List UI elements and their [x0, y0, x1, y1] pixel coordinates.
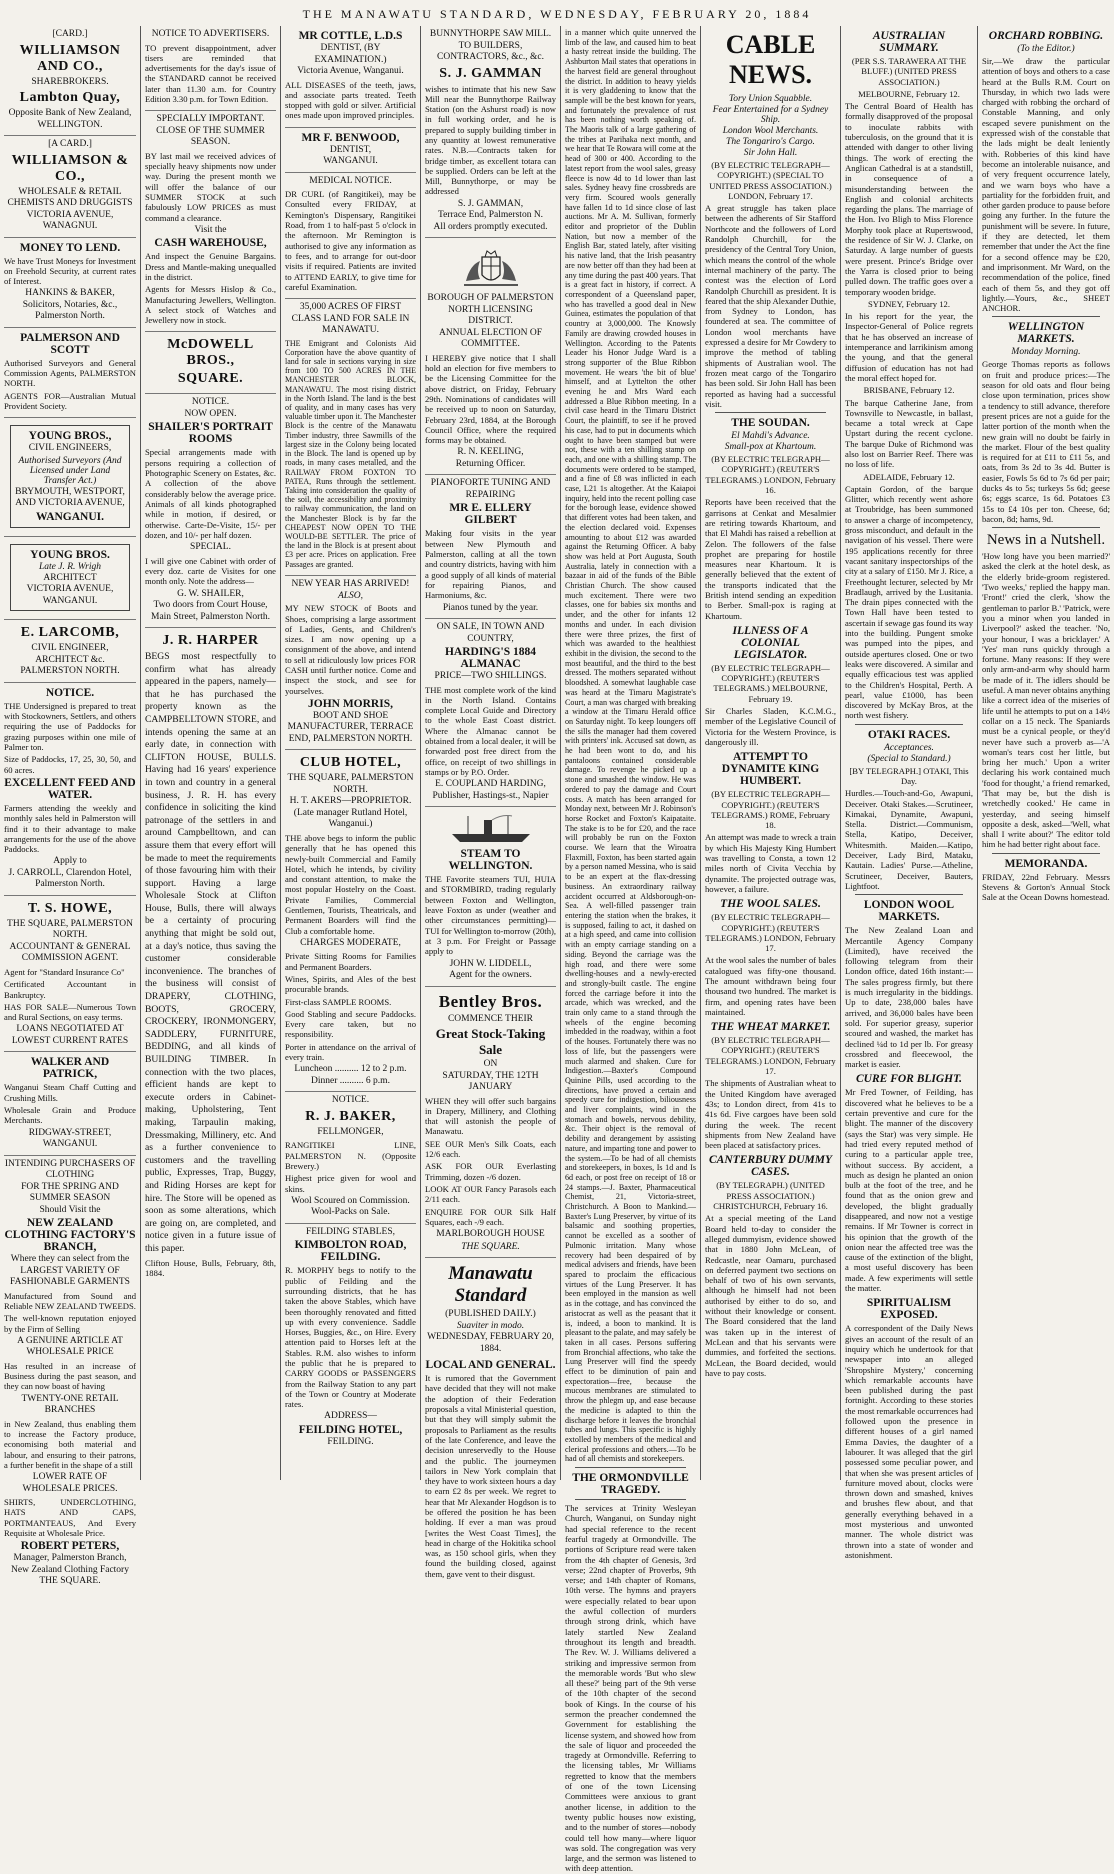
ad-line: Manufactured from Sound and Reliable NEW ZEALAND TWEEDS. [4, 1290, 136, 1311]
headline: El Mahdi's Advance. [731, 431, 810, 442]
ad-line: Private Sitting Rooms for Families and Permanent Boarders. [285, 951, 416, 972]
ad-place: Lambton Quay, [19, 90, 121, 105]
ad-body: I will give one Cabinet with order of every doz. carte de Visites for one month only. Note the address— [145, 555, 276, 587]
section-heading: ILLNESS OF A COLONIAL LEGISLATOR. [732, 624, 809, 661]
ad-line: Certificated Accountant in Bankruptcy. [4, 979, 136, 1000]
ad-carroll-paddocks [4, 683, 136, 896]
ad-signature: Clifton House, Bulls, February, 8th, 1884. [145, 1257, 276, 1278]
ad-name: CLUB HOTEL, [299, 755, 402, 771]
ad-name: HARDING'S 1884 ALMANAC [444, 646, 537, 671]
ad-body: MY NEW STOCK of Boots and Shoes, comprising a large assortment of Ladies, Gents, and Children's sizes. I am now opening up a consignment of the above, and intend to sell at ridiculously low prices FOR CASH until further notice. Come and inspect the stock, and see for yourselves. [285, 603, 416, 696]
headline: Tory Union Squabble. [728, 94, 813, 104]
headline: Sir John Hall. [743, 148, 798, 158]
ad-address: Opposite Bank of New Zealand, WELLINGTON. [8, 108, 132, 130]
ad-line: Wholesale Grain and Produce Merchants. [4, 1105, 136, 1126]
ad-signature: E. COUPLAND HARDING, [435, 779, 546, 790]
dateline: (PER S.S. TARAWERA AT THE BLUFF.) (UNITED PRESS ASSOCIATION.) [851, 56, 967, 87]
article-body: Mr Fred Towner, of Feilding, has discovered what he believes to be a certain preventive and cure for the blight. The manner of the discovery (says the Star) was very simple. He had tried every reputed method of curing to a particular apple tree, without success. By accident, a much as design he planted an onion bulb at the foot of the tree, and he found that as the onion grew and developed, the blight gradually disappeared, and now not a vestige remains. If Mr Towner is correct in his opinion that the growth of the onion near the affected tree was the cause of the extinction of the blight, a most useful discovery has been made. A few experiments will settle the matter. [845, 1087, 973, 1294]
article-body: A great struggle has taken place between the adherents of Sir Stafford Northcote and the followers of Lord Randolph Churchill, for the presidency of the Central Tory Union, which means the control of the whole internal machinery of the party. The contest was the election of Lord Randolph Churchill as president. It is feared that the ship Alexander Duthie, from Sydney to London, has foundered at sea. The committee of London wool merchants have expressed a desire for Mr Cowdery to improve the method of tabling shipments of Australian wool. The frozen meat cargo of the Tongariro has been sold. Sir John Hall has been reported as having had a successful visit. [705, 203, 836, 409]
ad-line: Luncheon .......... 12 to 2 p.m. [294, 1064, 407, 1075]
ad-shailer-portrait [145, 394, 276, 628]
column-3 [280, 26, 420, 1480]
headline: Fear Entertained for a Sydney Ship. [712, 105, 829, 125]
ad-heading: Great Stock-Taking Sale [435, 1026, 546, 1058]
ad-heading: Should Visit the [39, 1204, 101, 1215]
ad-subheading: EXCELLENT FEED AND WATER. [4, 776, 136, 801]
ad-address: Victoria Avenue, Wanganui. [297, 66, 404, 76]
ad-address: THE SQUARE, PALMERSTON NORTH. [287, 773, 414, 795]
article-body: It is rumored that the Government have decided that they will not make the adoption of their Federation proposals a vital Ministerial question, but that they will simply submit the proposals to Parliament as the results of the late Conference, and leave the decision unreservedly to the House and the public. The journeymen tailors in New York complain that they have to work sixteen hours a day to earn £2 8s per week. We regret to hear that Mr Alexander Hogdson is to be offered the position he has been holding. If ever a man was proud [writes the West Coast Times], the head in charge of the Hokitika school was, as 150 school girls, when they found the building closed, against them, gave vent to their disgust. [425, 1373, 556, 1579]
section-heading: AUSTRALIAN SUMMARY. [872, 30, 946, 54]
divider [992, 316, 1100, 317]
royal-crest-icon [460, 243, 522, 291]
dateline: [BY TELEGRAPH.] OTAKI, This Day. [849, 765, 969, 786]
ad-medical-notice [285, 173, 416, 299]
ad-signature: JOHN MORRIS, [308, 697, 393, 710]
ad-larcomb [4, 620, 136, 683]
dateline: BRISBANE, February 12. [863, 385, 955, 396]
ad-body: Agents for Messrs Hislop & Co., Manufacturing Jewellers, Wellington. A select stock of Watches and Jewellery now in stock. [145, 284, 276, 326]
ad-line: Visit the [194, 224, 227, 235]
ad-name: MR COTTLE, L.D.S [298, 30, 403, 42]
ad-r-j-baker [285, 1092, 416, 1223]
ad-club-hotel [285, 750, 416, 1092]
ad-subheading: ALSO, [337, 591, 364, 602]
ad-body: BY last mail we received advices of specially heavy shipments now under way. During the present month we will offer the balance of our SUMMER STOCK at such fabulously LOW PRICES as must command a clearance. [145, 150, 276, 223]
article-body: The New Zealand Loan and Mercantile Agency Company (Limited), have received the following telegram from their London office, dated 16th instant:— The sales progress firmly, but there is much irregularity in the biddings. Up to date, 238,000 bales have arrived, and 36,000 bales have been sold. For superior greasy, superior scoured and washed, the market has declined ¼d to 1d per lb. For greasy crossbred and fleecewool, the market is easier. [845, 925, 973, 1070]
ad-name: KIMBOLTON ROAD, FEILDING. [294, 1239, 407, 1264]
article-body: The services at Trinity Wesleyan Church, Wanganui, on Sunday night had special reference to the recent fearful tragedy at Ormondville. The portions of Scripture read were taken from the 4th chapter of Genesis, 3rd verse; 22nd chapter of Proverbs, 9th verse; and 14th chapter of Romans, 10th verse. The hymns and prayers were especially related to bear upon the awful collection of murders through strong drink, which have lately startled New Zealand throughout its length and breadth. The Rev. W. J. Williams delivered a striking and impressive sermon from the memorable words 'But who slew all these?' being part of the 9th verse of the 10th chapter of the second book of Kings. In the course of his sermon the preacher condemned the Government for establishing the license system, and showed how from the sale of liquor and proceeded the tragedy at Ormondville. Referring to the licensing tables, Mr Williams regretted to know that the members of one of the town Licensing Committees were anxious to grant another license, in addition to the twenty public houses now existing, and to the number of stores—nobody could tell how many—where liquor was sold. The congregation was very large, and the sermon was listened to with deep attention. [565, 1503, 696, 1874]
ad-signature: THE SQUARE. [39, 1576, 101, 1587]
ad-signature: Solicitors, Notaries, &c., Palmerston North. [22, 299, 118, 322]
ad-line: Highest price given for wool and skins. [285, 1173, 416, 1194]
ad-mcdowell-bros [145, 332, 276, 394]
ad-line: Pianos tuned by the year. [442, 602, 539, 613]
column-7 [840, 26, 977, 1560]
headline: London Wool Merchants. [722, 126, 819, 136]
ad-heading: NOTICE. [191, 397, 230, 408]
ad-body: Making four visits in the year between New Plymouth and Palmerston, calling at all the town and country districts, having with him a good supply of all kinds of material for repairing Pianos, and Harmoniums, &c. [425, 528, 556, 601]
ad-role: ARCHITECT &c. [35, 654, 105, 665]
ad-line: ENQUIRE FOR OUR Silk Half Squares, each -/9 each. [425, 1206, 556, 1227]
article-body: Captain Gordon, of the barque Glitter, which recently went ashore at Troubridge, has been summoned to answer a charge of incompetency, gross misconduct, and default in the navigation of his vessel. There were 195 applications recently for three vacant sanitary inspectorships of the city at a salary of £150. Mr J. Rice, a Freethought lecturer, selected by Mr Bradlaugh, arrived by the Lusitania. The drain pipes connected with the Town Hall have been tested to ascertain if sewage gas found its way into the building. Pungent smoke was pumped into the pipes, and outside apertures closed. One or two leaks were discovered. A similar and equally efficacious test was applied to the Children's Hospital, Perth. A pearl, value £1000, has been discovered by McKay Bros, at the north west fishery. [845, 483, 973, 721]
section-heading: ORCHARD ROBBING. [988, 30, 1104, 42]
ad-price: PRICE—TWO SHILLINGS. [434, 671, 547, 682]
ad-t-s-howe [4, 896, 136, 1052]
ad-young-bros-architect [4, 537, 136, 621]
ad-sizes: Size of Paddocks, 17, 25, 30, 50, and 60 acres. [4, 754, 136, 775]
article-body: Reports have been received that the garrisons at Cenkat and Mesalmier are retiring towards Khartoum, and that El Mahdi has raised a rebellion at Zelon. The followers of the false prophet are preparing for hostile measures near Khartoum. It is generally believed that the extent of the transports indicated that the British intend sending an expedition to Berber. Small-pox is raging at Khartoum. [705, 497, 836, 621]
ad-body: WHEN they will offer such bargains in Drapery, Millinery, and Clothing that will astonish the people of Manawatu. [425, 1095, 556, 1137]
dateline: ADELAIDE, February 12. [863, 471, 955, 482]
ad-j-r-harper [145, 628, 276, 1284]
headline: The Tongariro's Cargo. [726, 137, 815, 147]
ad-signature: MARLBOROUGH HOUSE [436, 1229, 545, 1240]
headline: Small-pox at Khartoum. [724, 442, 817, 453]
ad-heading: MEDICAL NOTICE. [309, 175, 392, 186]
ad-line: ON [483, 1059, 498, 1070]
ad-heading: BOROUGH OF PALMERSTON NORTH LICENSING DISTRICT. [427, 293, 554, 327]
ad-heading: 35,000 ACRES OF FIRST CLASS LAND FOR SALE IN MANAWATU. [291, 302, 410, 336]
ad-name: S. J. GAMMAN [439, 65, 542, 81]
ad-clothing-factory [4, 1156, 136, 1592]
ad-town: WANAGNUI. [42, 221, 98, 231]
ad-licensing-district [425, 238, 556, 475]
ad-date: SATURDAY, THE 12TH JANUARY [442, 1070, 539, 1093]
ad-body: ALL DISEASES of the teeth, jaws, and associate parts treated. Teeth stopped with gold or silver. Artificial ones made upon improved principles. [285, 79, 416, 121]
divider [575, 1499, 686, 1500]
ad-line: (Late manager Rutland Hotel, Wanganui.) [293, 807, 408, 830]
ad-steam-to-wellington [425, 807, 556, 986]
ad-subheading: CHARGES MODERATE, [300, 937, 401, 948]
ad-line: Where they can select from the [10, 1254, 130, 1265]
ad-subtitle: Late J. R. Wrigh [38, 561, 101, 572]
ad-line: Porter in attendance on the arrival of every train. [285, 1041, 416, 1063]
ad-body: Authorised Surveyors and General Commission Agents, PALMERSTON NORTH. [4, 357, 136, 389]
ad-name: T. S. HOWE, [27, 900, 113, 916]
ad-line: Wines, Spirits, and Ales of the best procurable brands. [285, 973, 416, 995]
ad-role: ACCOUNTANT & GENERAL COMMISSION AGENT. [9, 941, 131, 964]
ad-line: Dinner .......... 6 p.m. [311, 1075, 390, 1086]
ad-signature: JOHN W. LIDDELL, [449, 958, 532, 969]
ad-pianoforte-tuning [425, 475, 556, 619]
ad-card: [A CARD.] [48, 139, 92, 149]
ad-line: LOWER RATE OF WHOLESALE PRICES. [22, 1472, 118, 1494]
ad-name: YOUNG BROS., [28, 430, 112, 443]
ad-place: SQUARE. [177, 371, 244, 387]
ad-money-to-lend [4, 238, 136, 328]
ad-heading: NOTICE. [331, 1095, 370, 1106]
ad-name: Bentley Bros. [438, 991, 543, 1011]
ad-heading: MONEY TO LEND. [19, 241, 121, 254]
paper-date: WEDNESDAY, FEBRUARY 20, 1884. [427, 1332, 554, 1354]
article-body: The barque Catherine Jane, from Townsville to Newcastle, in ballast, became a total wreck at Cape Upstart during the recent cyclone. The barque Duke of Richmond was also lost on Barrier Reef. There was no loss of life. [845, 397, 973, 470]
ad-heading: SPECIALLY IMPORTANT. [156, 114, 265, 125]
ad-address: RANGITIKEI LINE, PALMERSTON N. (Opposite Brewery.) [285, 1140, 416, 1171]
ad-signature: All orders promptly executed. [433, 221, 548, 232]
dateline: (BY ELECTRIC TELEGRAPH—COPYRIGHT.) (REUTER'S TELEGRAMS.) MELBOURNE, February 19. [711, 662, 830, 704]
ad-body: R. MORPHY begs to notify to the public of Feilding and the surrounding districts, that he has taken the above Stables, which have been thoroughly renovated and fitted up with every convenience. Saddle Horses, Buggies, &c., on Hire. Every attention paid to Horses left at the Stables. R.M. also wishes to inform the public that he is prepared to CARRY GOODS or PASSENGERS from the Railway Station to any part of the Town or Country at Moderate rates. [285, 1265, 416, 1410]
ad-town: WANGANUI. [35, 510, 105, 523]
ad-body: Farmers attending the weekly and monthly sales held in Palmerston will find it to their advantage to make arrangements for the use of the above Paddocks. [4, 802, 136, 855]
section-heading: CURE FOR BLIGHT. [856, 1073, 962, 1086]
ad-signature: BOOT AND SHOE MANUFACTURER, TERRACE END, PALMERSTON NORTH. [287, 710, 414, 744]
section-heading: THE WHEAT MARKET. [710, 1021, 831, 1034]
ad-name: MR E. ELLERY GILBERT [449, 502, 532, 527]
ad-signature: ROBERT PETERS, [20, 1540, 120, 1553]
section-heading: THE ORMONDVILLE TRAGEDY. [572, 1472, 689, 1497]
ad-young-bros-engineers [4, 418, 136, 537]
ad-land-for-sale [285, 299, 416, 576]
ad-line: A GENUINE ARTICLE AT WHOLESALE PRICE [17, 1335, 123, 1358]
ad-palmerson-scott [4, 328, 136, 418]
ad-body: And inspect the Genuine Bargains. Dress and Mantle-making unequalled in the district. [145, 251, 276, 282]
ad-role: DENTIST, [329, 144, 372, 155]
ad-subheading: COMMENCE THEIR [447, 1013, 534, 1024]
ad-signature: Returning Officer. [455, 458, 526, 469]
ad-card-frame [10, 425, 130, 528]
ad-heading: ON SALE, IN TOWN AND COUNTRY, [436, 622, 545, 644]
editorial-masthead [425, 1258, 556, 1585]
ad-line: ASK FOR OUR Everlasting Trimming, dozen -/6 dozen. [425, 1161, 556, 1182]
ad-body: TO prevent disappointment, adver tisers are reminded that advertisements for the day's issue of the STANDARD cannot be received later than 11.30 a.m. for Country Edition 3.30 p.m. for Town Edition. [145, 42, 276, 104]
ad-role: SHAREBROKERS. [31, 76, 109, 87]
ad-signature: Agent for the owners. [449, 970, 532, 981]
article-body: At the wool sales the number of bales catalogued was fifty-one thousand. The amount withdrawn being four thousand two hundred. The market is firm, and opening rates have been maintained. [705, 955, 836, 1017]
ad-john-morris [285, 576, 416, 751]
ad-line: LARGEST VARIETY OF FASHIONABLE GARMENTS [10, 1265, 130, 1288]
ad-line: Good Stabling and secure Paddocks. Every care taken, but no responsibility. [285, 1008, 416, 1040]
ad-firm: HANKINS & BAKER, [25, 288, 115, 299]
divider [575, 1467, 686, 1468]
ad-line: SEE OUR Men's Silk Coats, each 12/6 each. [425, 1138, 556, 1160]
article-body: A correspondent of the Daily News gives an account of the result of an inquiry which he undertook for that newspaper into an alleged 'Shropshire Mystery,' concerning which remarkable accounts have been published during the past fortnight. According to these stories the most remarkable occurrences had followed upon the presence in different houses of a girl named Emma Davies, the daughter of a labourer. It was alleged that the girl possessed some peculiar power, and that when she was present articles of furniture moved about, clocks were thrown down and smashed, knives and brushes flew about, and that generally everything behaved in a most mysterious and unwonted manner. The whole district was thrown into a state of wonder and astonishment. [845, 1323, 973, 1560]
section-heading: LOCAL AND GENERAL. [425, 1359, 556, 1372]
section-heading: THE SOUDAN. [731, 417, 810, 430]
ad-address: VICTORIA AVENUE, [26, 209, 114, 220]
ad-heading: FEILDING STABLES, [306, 1226, 395, 1237]
ad-bentley-bros [425, 987, 556, 1258]
section-heading: CANTERBURY DUMMY CASES. [708, 1154, 832, 1179]
article-body: The shipments of Australian wheat to the United Kingdom have averaged 43s; to London direct, from 41s to 41s 6d. Five cargoes have been sold during the week. The recent shipments from New Zealand have been placed at satisfactory prices. [705, 1078, 836, 1151]
ad-line: Wool Scoured on Commission. [291, 1195, 410, 1206]
ad-signature: Terrace End, Palmerston N. [437, 210, 544, 221]
dateline: (BY ELECTRIC TELEGRAPH—COPYRIGHT.) (REUTER'S TELEGRAMS.) LONDON, February 17. [705, 1035, 836, 1077]
dateline: (BY ELECTRIC TELEGRAPH—COPYRIGHT.) (REUTER'S TELEGRAMS.) ROME, February 18. [711, 789, 830, 831]
divider [715, 412, 826, 413]
dateline: (BY ELECTRIC TELEGRAPH—COPYRIGHT.) (REUTER'S TELEGRAMS.) LONDON, February 17. [705, 912, 836, 954]
section-heading: WELLINGTON MARKETS. [1007, 321, 1085, 346]
column-4 [420, 26, 560, 1579]
article-body: Hurdles.—Touch-and-Go, Awapuni, Deceiver. Otaki Stakes.—Scrutineer, Kimakai, Dynamite, Awapuni, Stella. District.—Communism, Stella, Katipo, Deceiver, Whitesmith. Maiden.—Katipo, Deceiver, Lady Bird, Mataku, Kautain. Ladies' Purse.—Atheline, Scrutineer, Deceiver, Bauters, Lightfoot. [845, 788, 973, 891]
ad-name: J. R. HARPER [162, 633, 259, 648]
ad-williamson-chemists [4, 136, 136, 238]
ad-heading: NOTICE. [45, 686, 95, 699]
steamship-icon [446, 812, 536, 846]
ad-address: RIDGWAY-STREET, WANGANUI. [28, 1127, 112, 1150]
ad-line: Agent for "Standard Insurance Co" [4, 966, 125, 977]
dateline: MELBOURNE, February 12. [858, 88, 960, 99]
ad-heading: INTENDING PURCHASERS OF CLOTHING [4, 1158, 136, 1181]
ad-subheading: NOW OPEN. [184, 408, 237, 419]
ad-subtitle: Authorised Surveyors (And Licensed under Land Transfer Act.) [18, 455, 122, 486]
ad-apply: Apply to [53, 856, 87, 867]
ad-role: WHOLESALE & RETAIL [18, 186, 122, 197]
ad-line: Wanganui Steam Chaff Cutting and Crushing Mills. [4, 1082, 136, 1103]
headline: (To the Editor.) [1017, 44, 1075, 54]
ad-body: THE Undersigned is prepared to treat with Stockowners, Settlers, and others requiring the use of Paddocks for grazing purposes within one mile of Palmer ton. [4, 700, 136, 753]
headline: (Special to Standard.) [867, 753, 951, 764]
ad-name: SHAILER'S PORTRAIT ROOMS [148, 421, 273, 446]
section-heading: LONDON WOOL MARKETS. [863, 899, 955, 924]
column-6 [700, 26, 840, 1480]
section-heading: THE WOOL SALES. [720, 898, 821, 911]
ad-body: THE above begs to inform the public generally that he has opened this newly-built Commercial and Family Hotel, which he intends, by civility and constant attention, to make the most popular Hostelry on the Coast. Private Families, Commercial Gentlemen, Tourists, Theatricals, and Permanent Boarders will find the Club a comfortable home. [285, 832, 416, 936]
ad-name: MR F. BENWOOD, [301, 131, 400, 144]
headline: Acceptances. [884, 742, 934, 753]
ad-body: I HEREBY give notice that I shall hold an election for five members to be the Licensing Committee for the above district, on Friday, February 29th. Nominations of candidates will be received up to noon on Saturday, February 23rd, 1884, at the Borough Council Office, where the required forms may be obtained. [425, 352, 556, 446]
ad-heading: PIANOFORTE TUNING AND REPAIRING [430, 478, 551, 500]
ad-body: We have Trust Moneys for Investment on Freehold Security, at current rates of Interest. [4, 255, 136, 287]
ad-harding-almanac [425, 619, 556, 807]
article-body: in a manner which quite unnerved the limb of the law, and caused him to beat a hasty retreat inside the building. The Ashburton Mail states that operations in the harvest field are general throughout the district. In addition to heavy yields it is very gladdening to know that the sample will be the best known for years, and fortunately the prevalence of rust has been nothing worth speaking of. The Maoris talk of a large gathering of the tribes at Parihaka next month, and we hear that Te Rowara will come at the head of 300 or 400. According to the latest report from the wool sales, greasy fleece is now 4d to 1d lower than last sales. Sydney heavy fine crossbreds are very firm. Scoured wools generally have fallen 1d to 1d since close of last auctions. Mr A. M. Sullivan, formerly editor and proprietor of the Dublin Nation, but now a member of the English Bar, stated lately, after visiting his native land, that the Irish peasantry are now better off than they had been at any time during the past 400 years. That is a great fact in history, if correct. A correspondent of a Queensland paper, who has travelled a good deal in New Guinea, estimates the population of that country at 3,000,000. The Knowsly Family are drawing crowded houses in Wellington. According to the Patents Leader his Honor Judge Ward is a strong supporter of the Blue Ribbon movement. He wears 'the bit of blue' himself, and at Lyttelton the other evening he and Mrs Ward each addressed a Blue Ribbon meeting. In a civil case heard in the Timaru District Court, the plaintiff, to see if he proved his case, had to put in documents which ought to have been stamped but were not, these with a ten shilling stamp on each, and one with a shilling stamp. The documents were ordered to be stamped, and a fine of £8 was inflicted in each case, L21 1s altogether. At the Kaiapoi inquiry, held into the recent polling case for the borough lease, evidence showed that different votes had been taken, and the election declared void. Expenses amounting to about £12 was awarded against the Returning Officer. A baby show was held at Port Augusta, South Australia, lately in connection with a bazaar in aid of the funds of the Bible Christian Church. The show caused much excitement. There were two classes, one for babies six months and under, and the other for infants 12 months and under. In each division there were three prizes, the first of which was awarded to the healthiest exhibit in the division, the second to the most beautiful, and the third to the best dressed. The mothers separated without bloodshed. A somewhat laughable case was heard at the Timaru Magistrate's Court, a man was charged with breaking a window at the Timaru Herald office on Saturday night. To keep loungers off the sills the manager had them covered with printers' ink. Accused sat down, as he had been wont to do, and his pantaloons contained considerable damage. To revenge he picked up a stone and smashed the window. He was ordered to pay the damage and Court costs. A match has been arranged for Monday next, between Mr J. Robinson's horse Rocket and Foxton's Kaipataite. The stake is to be for £20, and the race will probably be run on the Foxton course. We learn that the Wiroatra Flaxmill, Foxton, has been started again by a person named Messina, who is said to be an expert at the flax-dressing business. An extraordinary railway accident occurred at Aldsborough-on-Sea. A well-filled passenger train entering the station when the brakes, it is supposed, failing to act, it dashed on at a high speed, and came into collision with an empty carriage standing on a siding. Beyond the carriage was the high road, and there were some dwelling-houses and a newly-erected and strongly-built castle. The engine forced the carriage before it into the arcade, which was wrecked, and the train only came to a stand through the wheels of the engine becoming imbedded in the roadway, within a foot of the houses. Fortunately there was no loss of life, but the passengers were much alarmed and shaken. Cure for Indigestion.—Baxter's Compound Quinine Pills, used according to the directions, have proved a certain and speedy cure for indigestion, biliousness and liver complaints, wind in the stomach and bowels, nervous debility, &c. Their object is the removal of debility and derangement by assisting nature, and imparting tone and power to the system.—To be had of all chemists and storekeepers, in boxes, Is 1d and Is 6d each, or post free on receipt of 18 or 24 stamps.—J. Baxter, Pharmaceutical Chemist, 21, Victoria-street, Christchurch. A Boon to Mankind.—Baxter's Lung Preserver, by virtue of its balsamic and soothing properties, cannot be excelled as a soother of Pulmonic irritation. Many whose recovery had been despaired of by medical advisers and friends, have been spared to proclaim the efficacious virtues of the Lung Preserver. It has been employed in the mansion as well as in the cottage, and has convinced the aristocrat as well as the peasant that it is, indeed, a boon to mankind. It is pleasant to the palate, and may safely be taken in all cases. Persons suffering from Bronchial affections, who take the Lung Preserver will find the speedy effect to be diminution of pain and expectoration—free, because the mucous membranes are stimulated to throw the phlegm up, and ease because the medicine is adapted to thin the discharge before it leaves the bronchial tubes and lungs. This specific is highly extolled by members of the medical and clerical professions and others.—To be had of all chemists and storekeepers. [565, 28, 696, 1464]
ad-role: FELLMONGER, [317, 1126, 384, 1137]
ad-role: CHEMISTS AND DRUGGISTS [7, 198, 133, 208]
section-heading: OTAKI RACES. [867, 728, 951, 741]
paper-motto: Suaviter in modo. [456, 1321, 525, 1332]
ad-heading: BUNNYTHORPE SAW MILL. [429, 29, 552, 39]
ad-subheading: CLOSE OF THE SUMMER SEASON. [156, 125, 265, 148]
ad-heading: PALMERSON AND SCOTT [20, 331, 120, 356]
section-heading: MEMORANDA. [1004, 857, 1088, 870]
section-heading: ATTEMPT TO DYNAMITE KING HUMBERT. [721, 751, 820, 788]
divider [855, 894, 963, 895]
article-body: 'How long have you been married?' asked the clerk at the hotel desk, as the elderly bride-groom registered. 'Two weeks,' replied the happy man. 'Front!' cried the clerk, 'show the gentleman to parlor B.' 'Patrick, were you a minor when you landed in Liverpool?' asked the teacher. 'No, your honour, I was a bricklayer.' A 'Yes' man runs quickly through a fortune. Many reasons: If they were only arm-and-arm why should harm be made of it. The idlers should be useful. A man never obtains anything like a correct idea of the miseries of life until he attempts to put on a 14½ collar on a 15 neck. The Spaniards must be a cynical people, or they'd never have such a proverb as—'A woman's tears cost her little, but bring her much.' Upon a writer declaring his work contained much 'food for thought,' a friend remarked, 'That may be, but the dish is wretchedly cooked.' He came in yesterday, and seeing himself opposite a desk, asked—'Well, what shall I write about?' The editor told him he had better right about face. [982, 551, 1110, 850]
ad-name: WILLIAMSON & CO., [11, 152, 129, 184]
section-heading: SPIRITUALISM EXPOSED. [866, 1297, 952, 1322]
ad-line: SHIRTS, UNDERCLOTHING, HATS AND CAPS, PORTMANTEAUS, And Every Requisite at Wholesale Price. [4, 1497, 136, 1539]
ad-name: McDOWELL BROS., [167, 337, 254, 369]
ad-body: THE Favorite steamers TUI, HUIA and STORMBIRD, trading regularly between Foxton and Wellington, leave Foxton as under (weather and other circumstances permitting)— TUI for Wellington to-morrow (20th), at 3 p.m. For Freight or Passage apply to [425, 874, 556, 957]
ad-signature: THE SQUARE. [461, 1241, 520, 1252]
ad-heading: FOR THE SPRING AND SUMMER SEASON [21, 1181, 119, 1204]
ad-benwood-dentist [285, 128, 416, 173]
divider [855, 724, 963, 725]
ad-cash-warehouse [145, 111, 276, 332]
column-2 [140, 26, 280, 1480]
ad-line: HAS FOR SALE—Numerous Town and Rural Sections, on easy terms. [4, 1001, 136, 1023]
ad-role: CIVIL ENGINEER, [31, 643, 109, 654]
ad-town: PALMERSTON NORTH. [20, 666, 120, 677]
ad-signature: G. W. SHAILER, [177, 588, 244, 599]
ad-card-frame [10, 544, 130, 612]
ad-role: ARCHITECT [43, 572, 97, 583]
ad-subheading: ANNUAL ELECTION OF COMMITTEE. [438, 327, 543, 350]
ad-body: BEGS most respectfully to confirm what has already appeared in the papers, namely—that he has purchased the property known as the CAMPBELLTOWN STORE, and intends opening the same at an early date, in connection with CLIFTON HOUSE, BULLS. Having had 16 years' experience in town and country in a general business, J. R. H. has every confidence in soliciting the kind patronage of the settlers in and around Campbelltown, and can assure them that every effort will be made to meet the requirements of those favouring him with their support. Having a large Wholesale Stock at Clifton House, Bulls, there will always be a certainty of procuring anything that might be sold out, at a day's notice, thus saving the customer considerable inconvenience. The branches of the business will consist of DRAPERY, CLOTHING, BOOTS, GROCERY, CROCKERY, IRONMONGERY, SADDLERY, FURNITURE, BEDDING, and all kinds of BUILDING TIMBER. In connection with the two places, efficient hands are kept to execute orders in Cabinet-making, Upholstering, Tent making, Tarpaulin making, Dressmaking, Millinery, etc. And as a further convenience to customers and the travelling public, Expresses, Trap, Buggy, and Riding Horses are kept for hire. The Store will be opened as soon as some alterations, which are going on, are completed, and notice given in a future issue of this paper. [145, 651, 276, 1254]
ad-signature: J. CARROLL, Clarendon Hotel, Palmerston North. [8, 867, 132, 890]
article-body: Sir Charles Sladen, K.C.M.G., member of the Legislative Council of Victoria for the Western Province, is dangerously ill. [705, 706, 836, 747]
article-body: An attempt was made to wreck a train by which His Majesty King Humbert was travelling to Consta, a town 12 miles north of Civita Vecchia by dynamite. The projected outrage was, however, a failure. [705, 832, 836, 894]
ad-address: BRYMOUTH, WESTPORT, AND VICTORIA AVENUE, [15, 486, 125, 509]
masthead-title: THE MANAWATU STANDARD, WEDNESDAY, FEBRUARY 20, 1884 [302, 7, 812, 21]
ad-name: YOUNG BROS. [30, 548, 110, 561]
ad-subheading: TO BUILDERS, CONTRACTORS, &c., &c. [437, 40, 544, 62]
article-body: In his report for the year, the Inspector-General of Police regrets that he has observed an increase of intemperance and larrikinism among the young, and that the general diffusion of education has not had the moral effect hoped for. [845, 311, 973, 383]
ad-line: Wool-Packs on Sale. [311, 1207, 390, 1218]
paper-published: (PUBLISHED DAILY.) [445, 1308, 536, 1319]
ad-line: LOANS NEGOTIATED AT LOWEST CURRENT RATES [11, 1024, 129, 1046]
ad-subheading: SPECIAL. [190, 542, 231, 553]
ad-line: Has resulted in an increase of Business during the past season, and they can now boast of having [4, 1360, 136, 1392]
ad-line: LOOK AT OUR Fancy Parasols each 2/11 each. [425, 1183, 556, 1205]
ad-address: THE SQUARE, PALMERSTON NORTH. [7, 918, 133, 941]
ad-signature: Publisher, Hastings-st., Napier [432, 790, 549, 801]
dateline: (BY ELECTRIC TELEGRAPH—COPYRIGHT.) (SPECIAL TO UNITED PRESS ASSOCIATION.) LONDON, February 17. [709, 160, 832, 201]
ad-body: THE most complete work of the kind in the North Island. Contains complete Local Guide and Directory to the whole East Coast district. Where the Almanac cannot be obtained from a local dealer, it will be forwarded post free direct from the office, on receipt of two shillings in stamps or by P.O. Order. [425, 684, 556, 777]
ad-name: CASH WAREHOUSE, [154, 237, 267, 250]
ad-card: [CARD.] [52, 29, 88, 39]
ad-town: WANGANUI. [323, 156, 378, 167]
divider [992, 527, 1100, 528]
ad-line: First-class SAMPLE ROOMS. [285, 996, 392, 1007]
ad-agents: AGENTS FOR—Australian Mutual Provident Society. [4, 390, 136, 412]
section-heading: News in a Nutshell. [986, 532, 1106, 549]
ad-walker-patrick [4, 1052, 136, 1155]
ad-signature: Two doors from Court House, Main Street, Palmerston North. [151, 600, 270, 622]
ad-heading: NEW YEAR HAS ARRIVED! [291, 578, 410, 589]
ad-williamson-sharebrokers [4, 26, 136, 136]
article-body: George Thomas reports as follows on fruit and produce prices:—The season for old oats and flour being close upon termination, prices show a tendency to still advance, therefore present prices are not a guide for the latter portion of the month when the new grain will no doubt be fairly in the market. Flour of the best quality is required for at £11 to £11 5s, and oats, from 3s 2d to 3s 4d. Butter is easier, Fowls 5s 6d to 7s 6d per pair; ducks 4s to 5s; turkeys 5s 6d; geese 6s; eggs scarce, 1s 6d. Potatoes £3 15s to £4 10s per ton. Cheese, 6d; bacon, 8d; hams, 9d. [982, 359, 1110, 524]
dateline: (BY ELECTRIC TELEGRAPH—COPYRIGHT.) (REUTER'S TELEGRAMS.) LONDON, February 16. [705, 454, 836, 496]
dateline: SYDNEY, February 12. [868, 298, 950, 309]
ad-signature: FEILDING. [327, 1436, 374, 1447]
ad-notice-advertisers [145, 26, 276, 111]
headline: Monday Morning. [1011, 347, 1081, 358]
ad-signature: S. J. GAMMAN, [457, 198, 524, 209]
ad-line: TWENTY-ONE RETAIL BRANCHES [21, 1393, 119, 1416]
ad-name: R. J. BAKER, [305, 1108, 396, 1124]
column-1 [0, 26, 140, 1587]
ad-name: E. LARCOMB, [20, 625, 120, 641]
ad-signature: Manager, Palmerston Branch, New Zealand Clothing Factory [11, 1553, 129, 1575]
ad-address: ADDRESS— [324, 1411, 377, 1422]
article-body: Sir,—We draw the particular attention of boys and others to a case heard at the Bulls R.M. Court on Thursday, in which two lads were charged with robbing the orchard of Constable Manning, and only escaped severe punishment on the expressed wish of the constable that the lads might be dealt leniently with. Robberies of this kind have become an intolerable nuisance, and of very frequent occurrence lately, and we warn boys who have a partiality for the forbidden fruit, and other garden produce to pause before going any further. In the future the punishment will be severe. In future, if they are detected, let them remember that under the Act the fine for a second offence may be £20, and imprisonment. Mr Ward, on the recommendation of the police, fined each of them 5s, and they got off lightly.—Yours, &c., SHEET ANCHOR. [982, 56, 1110, 314]
ad-signature: FEILDING HOTEL, [298, 1423, 403, 1436]
article-body: FRIDAY, 22nd February. Messrs Stevens & Gorton's Annual Stock Sale at the Ocean Downs homestead. [982, 871, 1110, 903]
paper-title: Manawatu Standard [448, 1262, 533, 1306]
ad-body: Special arrangements made with persons requiring a collection of Photographic Scenery on Estates, &c. A collection of the above considerably below the average price. Animals of all kinds photographed while in motion, if desired, or otherwise. Carte-De-Visite, 15/- per dozen, and 10/- per half dozen. [145, 447, 276, 540]
ad-heading: NOTICE TO ADVERTISERS. [151, 29, 270, 39]
column-8 [977, 26, 1114, 1480]
ad-heading: STEAM TO WELLINGTON. [448, 848, 533, 873]
ad-address: VICTORIA AVENUE, WANGANUI. [26, 584, 114, 606]
column-5 [560, 26, 700, 1874]
masthead [0, 0, 1114, 28]
ad-line: The well-known reputation enjoyed by the Firm of Selling [4, 1313, 136, 1334]
ad-body: DR CURL (of Rangitikei), may be Consulted every FRIDAY, at Kemington's Dispensary, Rangitikei Road, from 1 to half-past 5 o'clock in the afternoon. Mr Remington is authorised to give any information as to fees, and to arrange for out-door visits if required. Patients are invited to ATTEND EARLY, to give time for careful Examination. [285, 189, 416, 292]
ad-name: NEW ZEALAND CLOTHING FACTORY'S BRANCH, [4, 1217, 136, 1254]
ad-line: in New Zealand, thus enabling them to increase the Factory produce, economising both material and labour, and ensuring to their patrons, a further benefit in the shape of a still [4, 1418, 136, 1470]
ad-body: THE Emigrant and Colonists Aid Corporation have the above quantity of land for sale in sections varying in size from 100 TO 500 ACRES IN THE MANCHESTER BLOCK, MANAWATU. The most rising district in the North Island. The land is the best of quality, and in many cases has very valuable timber upon it. The Manchester Block is the centre of the Manawatu Timber industry, three Sawmills of the largest size in the Colony being located in the Block. The land is opened up by roads, in many cases metalled, and the RAILWAY FROM FOXTON TO PATEA, Runs through the settlement. Taking into consideration the quality of the soil, the accessibility and proximity to railway communication, the land on the Manchester Block is by far the CHEAPEST NOW OPEN TO THE WOULD-BE SETTLER. The price of the land in the Block is at present about £3 per acre. Prices on application. Free Passages are granted. [285, 338, 416, 569]
article-body: At a special meeting of the Land Board held to-day to consider the alleged dummyism, evidence showed that in 1880 John McLean, of Redcastle, near Oamaru, purchased on deferred payment two sections on behalf of two of his own servants, although he himself had not been authorised by either to do so, and without their knowledge or consent. The Board considered that the land was taken up in the interest of McLean and that his servants were dummies, and forfeited the sections. McLean, the Board decided, would have to pay costs. [705, 1213, 836, 1378]
divider [992, 853, 1100, 854]
ad-bunnythorpe-saw-mill [425, 26, 556, 238]
ad-name: WILLIAMSON AND CO., [19, 42, 121, 74]
ad-role: DENTIST, (BY EXAMINATION.) [314, 43, 387, 65]
ad-role: CIVIL ENGINEERS, [28, 443, 112, 454]
ad-signature: R. N. KEELING, [457, 447, 524, 458]
ad-name: WALKER AND PATRICK, [30, 1056, 110, 1081]
article-body: The Central Board of Health has formally disapproved of the proposal to inoculate rabbits with tuberculosis, on the ground that it is attended with danger to other living things. The work of erecting the Anglican Cathedral is at a standstill, in consequence of a misunderstanding between the English and colonial architects regarding the plans. The marriage of the Hon. Ivo Bligh to Miss Florence Morphy took place at Rupertswood, the residence of Sir W. J. Clarke, on Saturday. A large number of guests were present. Prince's Bridge over the Yarra is closed prior to being pulled down. The traffic goes over a temporary wooden bridge. [845, 101, 973, 297]
ad-proprietor: H. T. AKERS—PROPRIETOR. [289, 796, 412, 807]
ad-body: wishes to intimate that his new Saw Mill near the Bunnythorpe Railway Station (on the Ashurst road) is now in full working order, and he is prepared to supply building timber in any quantity at lowest remunerative rates. N.B.—Contracts taken for bridge timber, as excellent totara can be supplied. Orders can be left at the Mill, Bunnythorpe, or may be addressed [425, 83, 556, 197]
cable-news-title: CABLE NEWS. [725, 30, 816, 89]
ad-cottle-dentist [285, 26, 416, 128]
ad-feilding-stables [285, 1224, 416, 1453]
dateline: (BY TELEGRAPH.) (UNITED PRESS ASSOCIATION.) CHRISTCHURCH, February 16. [713, 1180, 828, 1212]
